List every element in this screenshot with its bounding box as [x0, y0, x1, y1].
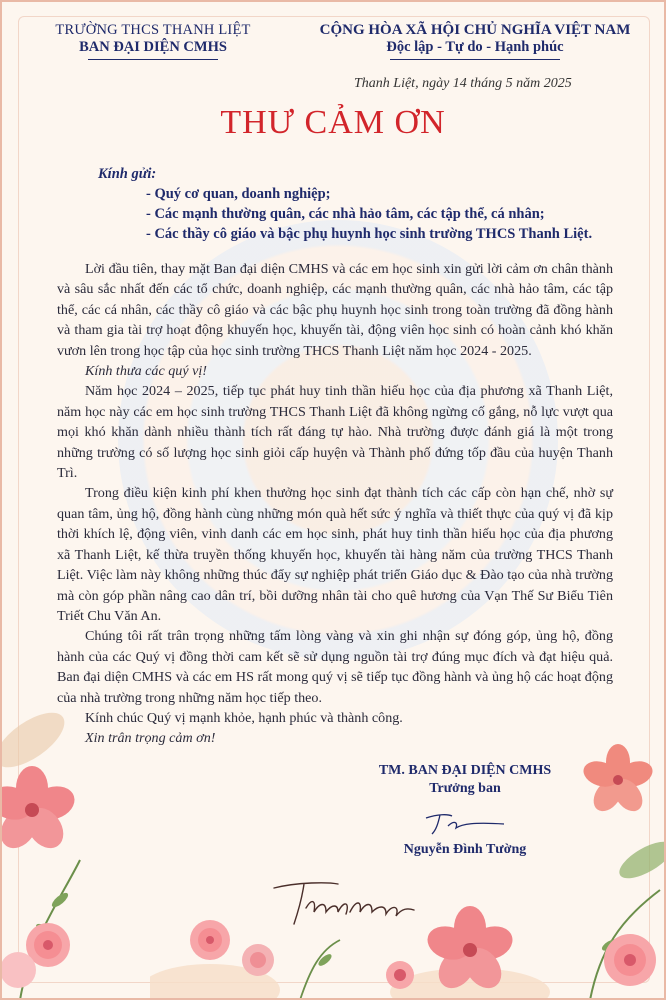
letter-title: THƯ CẢM ƠN	[220, 104, 446, 141]
body-paragraph: Lời đầu tiên, thay mặt Ban đại diện CMHS và các em học sinh xin gửi lời cảm ơn chân thành và sâu sắc nhất đến các tổ chức, doanh nghiệp, các mạnh thường quân, các nhà hảo tâm, các tập thể, các cá nhân, các thầy cô giáo và các bậc phụ huynh học sinh trong toàn trường đã đồng hành và tham gia tài trợ hoạt động khuyến học, khuyến tài, động viên học sinh có hoàn cảnh khó khăn vươn lên trong học tập của học sinh trường THCS Thanh Liệt năm học 2024 - 2025.	[57, 261, 613, 359]
signer-position: TM. BAN ĐẠI DIỆN CMHS	[378, 763, 552, 778]
header-right	[300, 22, 650, 60]
body-paragraph: Kính chúc Quý vị mạnh khỏe, hạnh phúc và thành công.	[85, 709, 403, 726]
header-left	[44, 22, 262, 60]
header-right-underline	[390, 59, 560, 60]
board-name: BAN ĐẠI DIỆN CMHS	[79, 39, 227, 55]
body-paragraph: Chúng tôi rất trân trọng những tấm lòng vàng và xin ghi nhận sự đóng góp, ủng hộ, đồng hành của các Quý vị đồng thời cam kết sẽ sử dụng nguồn tài trợ đúng mục đích và đạt hiệu quả. Ban đại diện CMHS và các em HS rất mong quý vị sẽ tiếp tục đồng hành và ủng hộ các hoạt động của nhà trường trong những năm học tiếp theo.	[57, 628, 613, 706]
recipient-line: - Các thầy cô giáo và bậc phụ huynh học sinh trường THCS Thanh Liệt.	[146, 226, 593, 242]
handwritten-signature	[418, 810, 508, 838]
signer-role: Trưởng ban	[429, 781, 501, 796]
signature-block	[360, 763, 570, 797]
body-paragraph: Trong điều kiện kinh phí khen thưởng học sinh đạt thành tích các cấp còn hạn chế, nhờ sự quan tâm, ủng hộ, đồng hành cùng những món quà hết sức ý nghĩa và thiết thực của quý vị đã kịp thời khích lệ, động viên, vinh danh các em học sinh, phát huy tinh thần hiếu học của địa phương xã Thanh Liệt, kế thừa truyền thống khuyến học, khuyến tài hàng năm của trường THCS Thanh Liệt. Việc làm này không những thúc đẩy sự nghiệp phát triển Giáo dục & Đào tạo của nhà trường mà còn góp phần nâng cao dân trí, bồi dưỡng nhân tài cho quê hương của Vạn Thế Sư Biểu Tiên Triết Chu Văn An.	[57, 485, 613, 624]
recipient-line: - Quý cơ quan, doanh nghiệp;	[146, 186, 331, 202]
recipient-line: - Các mạnh thường quân, các nhà hảo tâm, các tập thể, cá nhân;	[146, 206, 545, 222]
right-floral-decoration	[560, 740, 666, 1000]
letter-date: Thanh Liệt, ngày 14 tháng 5 năm 2025	[354, 76, 572, 91]
body-salutation: Kính thưa các quý vị!	[85, 363, 207, 380]
left-floral-decoration	[0, 700, 120, 1000]
signer-name: Nguyễn Đình Tường	[403, 842, 527, 857]
nation-motto: Độc lập - Tự do - Hạnh phúc	[386, 39, 564, 55]
letter-body	[57, 259, 613, 749]
body-closing: Xin trân trọng cảm ơn!	[85, 730, 216, 747]
nation-name: CỘNG HÒA XÃ HỘI CHỦ NGHĨA VIỆT NAM	[319, 22, 631, 38]
body-paragraph: Năm học 2024 – 2025, tiếp tục phát huy tinh thần hiếu học của địa phương xã Thanh Liệt, năm học này các em học sinh trường THCS Thanh Liệt đã không ngừng cố gắng, nỗ lực vượt qua mọi khó khăn dành nhiều thành tích rất đáng tự hào. Nhà trường được đánh giá là một trong những trường có số lượng học sinh giỏi cấp huyện và Thành phố đứng tốp đầu của huyện Thanh Trì.	[57, 383, 613, 482]
school-name: TRƯỜNG THCS THANH LIỆT	[55, 22, 251, 38]
thank-you-script	[268, 878, 418, 932]
header-left-underline	[88, 59, 218, 60]
greeting: Kính gửi:	[98, 166, 157, 182]
